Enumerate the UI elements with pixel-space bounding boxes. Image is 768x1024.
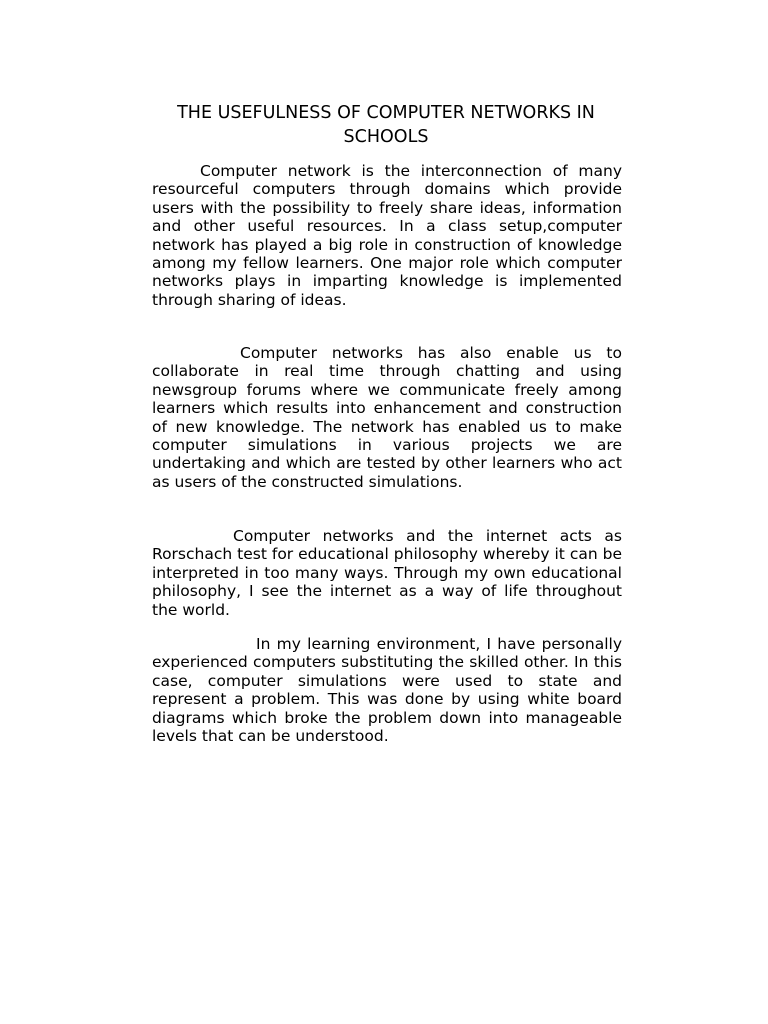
document-title: THE USEFULNESS OF COMPUTER NETWORKS IN SCHOOLS	[177, 103, 595, 147]
paragraph-3: Computer networks and the internet acts as Rorschach test for educational philosophy whereby it can be interpreted in too many ways. Through my own educational philosophy, I see the internet as a way of life throughout the world.	[152, 527, 622, 619]
paragraph-2: Computer networks has also enable us to collaborate in real time through chatting and using newsgroup forums where we communicate freely among learners which results into enhancement and construction of new knowledge. The network has enabled us to make computer simulations in various projects we are undertaking and which are tested by other learners who act as users of the constructed simulations.	[152, 344, 622, 491]
paragraph-1: Computer network is the interconnection of many resourceful computers through domains which provide users with the possibility to freely share ideas, information and other useful resources. In a class setup,computer network has played a big role in construction of knowledge among my fellow learners. One major role which computer networks plays in imparting knowledge is implemented through sharing of ideas.	[152, 162, 622, 309]
paragraph-4: In my learning environment, I have personally experienced computers substituting the skilled other. In this case, computer simulations were used to state and represent a problem. This was done by using white board diagrams which broke the problem down into manageable levels that can be understood.	[152, 635, 622, 746]
